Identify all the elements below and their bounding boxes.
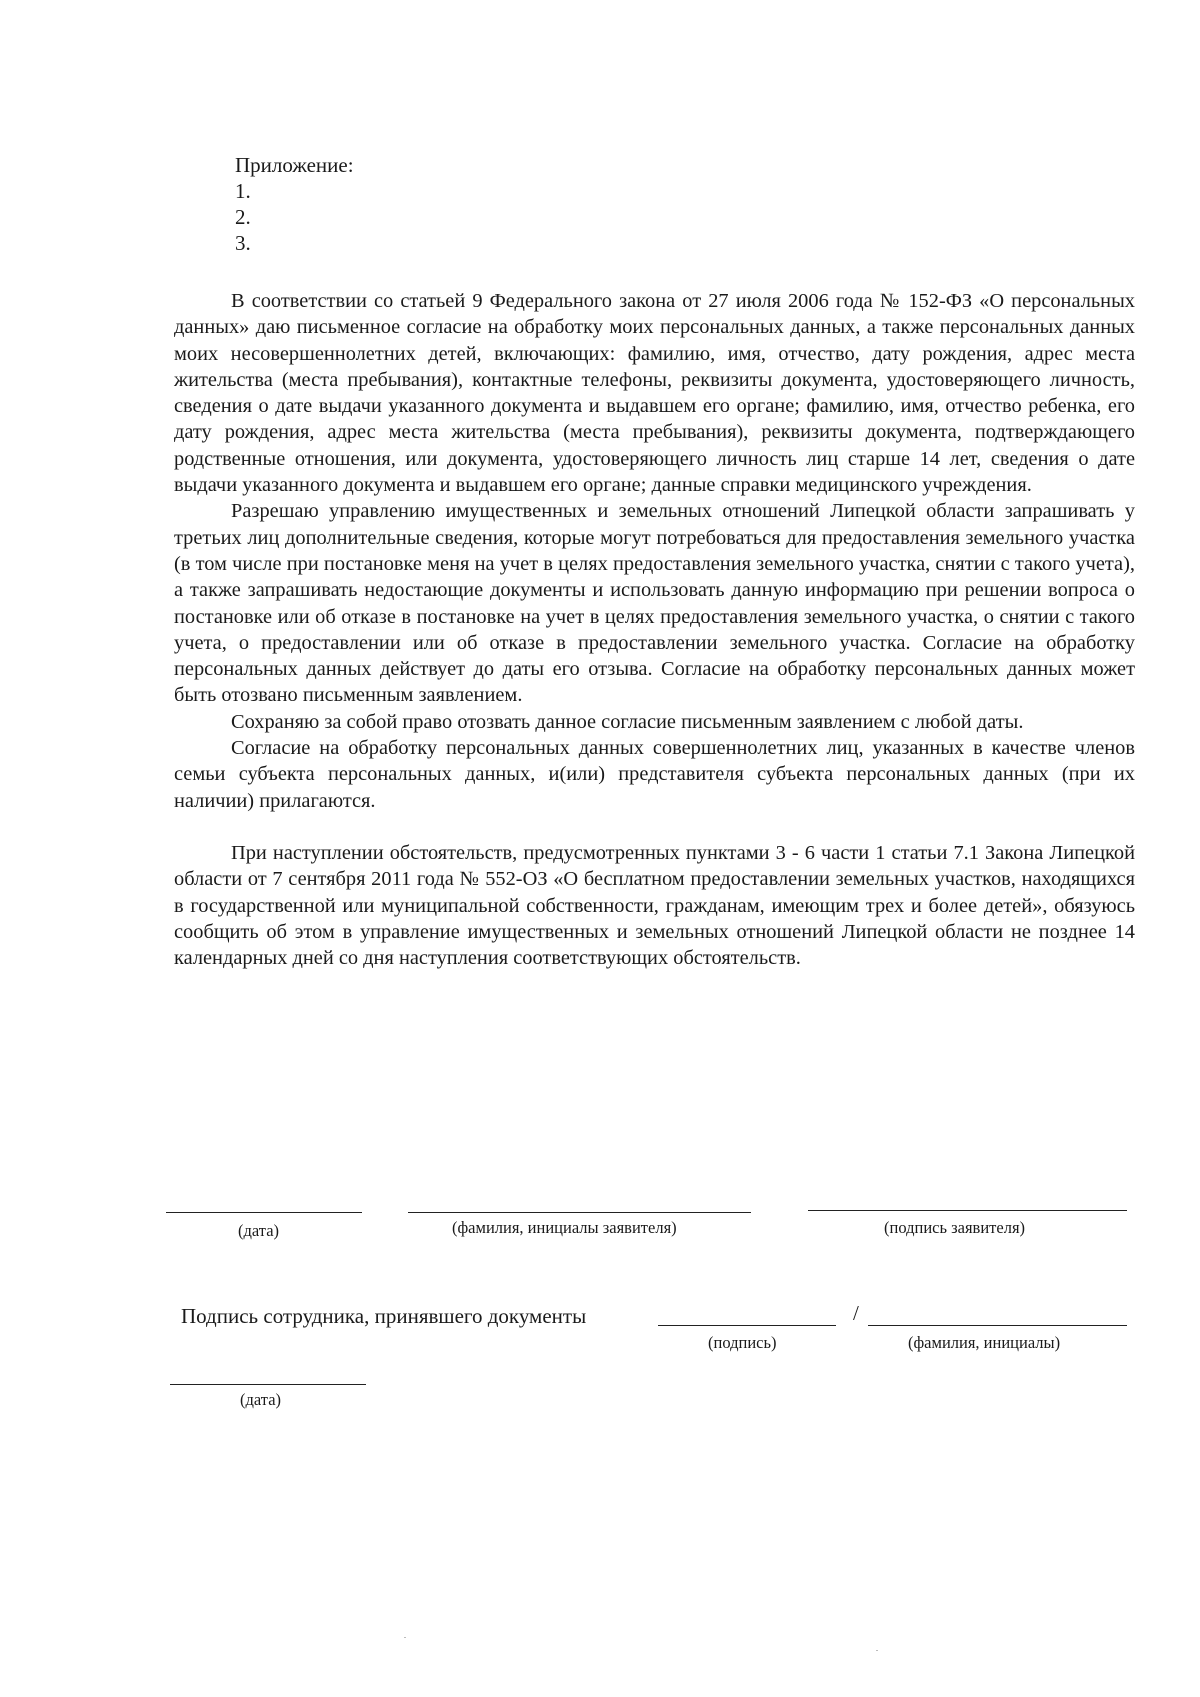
- applicant-name-line: [408, 1212, 751, 1213]
- staff-date-caption: (дата): [240, 1390, 282, 1409]
- appendix-item: 3.: [235, 231, 251, 255]
- appendix-title: Приложение:: [235, 153, 354, 177]
- date-caption: (дата): [238, 1221, 280, 1240]
- paragraph-revocation: Сохраняю за собой право отозвать данное согласие письменным заявлением с любой даты.: [231, 710, 1024, 733]
- applicant-signature-caption: (подпись заявителя): [884, 1218, 1026, 1237]
- paragraph-obligation: При наступлении обстоятельств, предусмотренных пунктами 3 - 6 части 1 статьи 7.1 Закона Липецкой области от 7 сентября 2011 года № 552-ОЗ «О бесплатном предоставлении земельных участков, находящихся в государственной или муниципальной собственности, гражданам, имеющим трех и более детей», обязуюсь сообщить об этом в управление имущественных и земельных отношений Липецкой области не позднее 14 календарных дней со дня наступления соответствующих обстоятельств.: [174, 841, 1135, 970]
- staff-signature-label: Подпись сотрудника, принявшего документы: [181, 1304, 587, 1328]
- date-line: [166, 1212, 362, 1213]
- scan-speck: [404, 1637, 406, 1638]
- staff-name-line: [868, 1325, 1127, 1326]
- appendix-item: 1.: [235, 179, 251, 203]
- paragraph-consent: В соответствии со статьей 9 Федерального закона от 27 июля 2006 года № 152-ФЗ «О персональных данных» даю письменное согласие на обработку моих персональных данных, а также персональных данных моих несовершеннолетних детей, включающих: фамилию, имя, отчество, дату рождения, адрес места жительства (места пребывания), контактные телефоны, реквизиты документа, удостоверяющего личность, сведения о дате выдачи указанного документа и выдавшем его органе; фамилию, имя, отчество ребенка, его дату рождения, адрес места жительства (места пребывания), реквизиты документа, подтверждающего родственные отношения, или документа, удостоверяющего личность лиц старше 14 лет, сведения о дате выдачи указанного документа и выдавшем его органе; данные справки медицинского учреждения.: [174, 290, 1135, 497]
- slash-separator: /: [853, 1301, 859, 1325]
- consent-text: [174, 288, 1135, 971]
- scan-speck: [876, 1650, 878, 1651]
- staff-name-caption: (фамилия, инициалы): [908, 1333, 1061, 1352]
- staff-signature-caption: (подпись): [708, 1333, 777, 1352]
- applicant-name-caption: (фамилия, инициалы заявителя): [452, 1218, 677, 1237]
- staff-date-line: [170, 1384, 366, 1385]
- appendix-item: 2.: [235, 205, 251, 229]
- appendix-block: [235, 152, 354, 256]
- paragraph-adult-consents: Согласие на обработку персональных данных совершеннолетних лиц, указанных в качестве членов семьи субъекта персональных данных, и(или) представителя субъекта персональных данных (при их наличии) прилагаются.: [174, 737, 1135, 812]
- applicant-signature-line: [808, 1210, 1127, 1211]
- paragraph-permission: Разрешаю управлению имущественных и земельных отношений Липецкой области запрашивать у третьих лиц дополнительные сведения, которые могут потребоваться для предоставления земельного участка (в том числе при постановке меня на учет в целях предоставления земельного участка, снятии с такого учета), а также запрашивать недостающие документы и использовать данную информацию при решении вопроса о постановке или об отказе в постановке на учет в целях предоставления земельного участка, о снятии с такого учета, о предоставлении или об отказе в предоставлении земельного участка. Согласие на обработку персональных данных действует до даты его отзыва. Согласие на обработку персональных данных может быть отозвано письменным заявлением.: [174, 500, 1135, 707]
- staff-signature-line: [658, 1325, 836, 1326]
